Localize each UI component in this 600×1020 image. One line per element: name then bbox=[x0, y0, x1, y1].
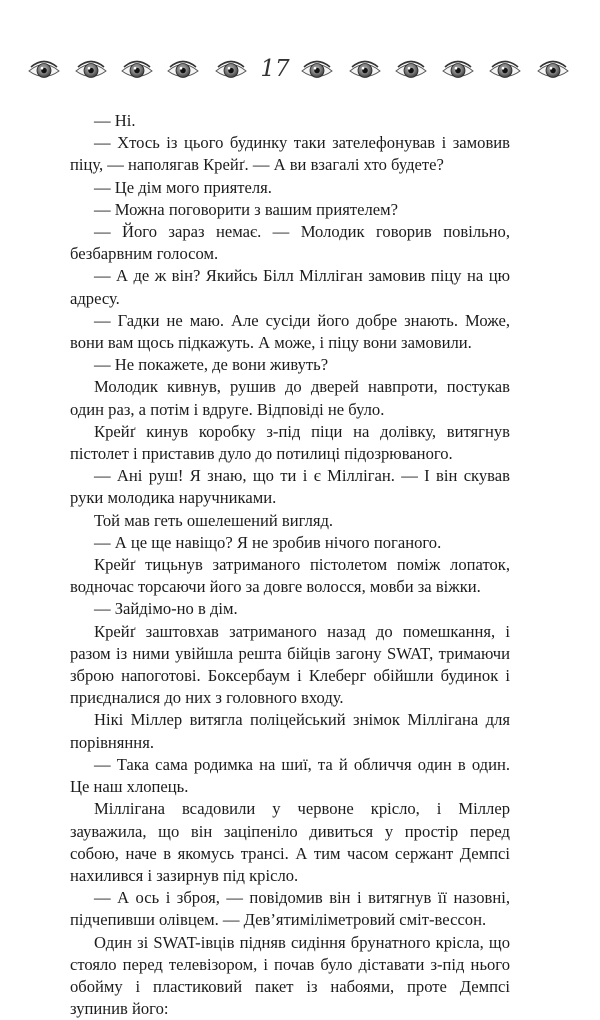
eye-icon bbox=[27, 54, 61, 88]
paragraph: — Хтось із цього будинку таки зателефонував і замовив піцу, — наполягав Крейґ. — А ви взагалі хто будете? bbox=[70, 133, 510, 175]
paragraph: Крейґ кинув коробку з-під піци на долівку, витягнув пістолет і приставив дуло до потилиці підозрюваного. bbox=[70, 421, 510, 464]
eye-icon bbox=[394, 54, 428, 88]
paragraph: — Ані руш! Я знаю, що ти і є Мілліган. — І він скував руки молодика наручниками. bbox=[70, 466, 510, 508]
eye-icon bbox=[120, 54, 154, 88]
eye-icon bbox=[214, 54, 248, 88]
paragraph: — Ні. bbox=[94, 111, 136, 130]
paragraph: Крейґ тицьнув затриманого пістолетом поміж лопаток, водночас торсаючи його за довге волосся, мовби за віжки. bbox=[70, 555, 510, 597]
page-number: 17 bbox=[260, 56, 290, 82]
paragraph: — Гадки не маю. Але сусіди його добре знають. Може, вони вам щось підкажуть. А може, і піцу вони замовили. bbox=[70, 310, 510, 353]
paragraph: — Така сама родимка на шиї, та й обличчя один в один. Це наш хлопець. bbox=[70, 754, 510, 797]
eye-icon bbox=[536, 54, 570, 88]
eye-icon bbox=[488, 54, 522, 88]
eye-icon bbox=[441, 54, 475, 88]
paragraph: Міллігана всадовили у червоне крісло, і Міллер зауважила, що він заціпеніло дивиться у простір перед собою, наче в якомусь трансі. А тим часом сержант Демпсі нахилився і зазирнув під крісло. bbox=[70, 799, 510, 885]
paragraph: Один зі SWAT-івців підняв сидіння брунатного крісла, що стояло перед телевізором, і почав було діставати з-під нього обойму і пластиковий пакет із набоями, проте Демпсі зупинив його: bbox=[70, 932, 510, 1019]
paragraph: — А це ще навіщо? Я не зробив нічого поганого. bbox=[94, 532, 442, 552]
eye-icon bbox=[166, 54, 200, 88]
paragraph: Крейґ заштовхав затриманого назад до помешкання, і разом із ними увійшла решта бійців загону SWAT, тримаючи зброю напоготові. Боксербаум і Клеберг обійшли будинок і приєдналися до них з головного входу. bbox=[70, 621, 510, 708]
paragraph: — Не покажете, де вони живуть? bbox=[94, 355, 329, 375]
paragraph: — Можна поговорити з вашим приятелем? bbox=[94, 199, 398, 219]
paragraph: Молодик кивнув, рушив до дверей навпроти, постукав один раз, а потім і вдруге. Відповіді не було. bbox=[70, 377, 510, 419]
page-header bbox=[0, 54, 600, 88]
eye-icon bbox=[348, 54, 382, 88]
paragraph: — Це дім мого приятеля. bbox=[94, 177, 272, 197]
paragraph: — А ось і зброя, — повідомив він і витягнув її назовні, підчепивши олівцем. — Дев’ятиміліметровий сміт-вессон. bbox=[70, 888, 510, 930]
paragraph: — А де ж він? Якийсь Білл Мілліган замовив піцу на цю адресу. bbox=[70, 266, 510, 308]
paragraph: — Зайдімо-но в дім. bbox=[94, 599, 238, 619]
paragraph: — Його зараз немає. — Молодик говорив повільно, безбарвним голосом. bbox=[70, 222, 510, 264]
eye-icon bbox=[74, 54, 108, 88]
eye-icon bbox=[300, 54, 334, 88]
paragraph: Той мав геть ошелешений вигляд. bbox=[94, 510, 334, 530]
body-text bbox=[70, 110, 510, 1020]
paragraph: Нікі Міллер витягла поліцейський знімок Міллігана для порівняння. bbox=[70, 710, 510, 752]
